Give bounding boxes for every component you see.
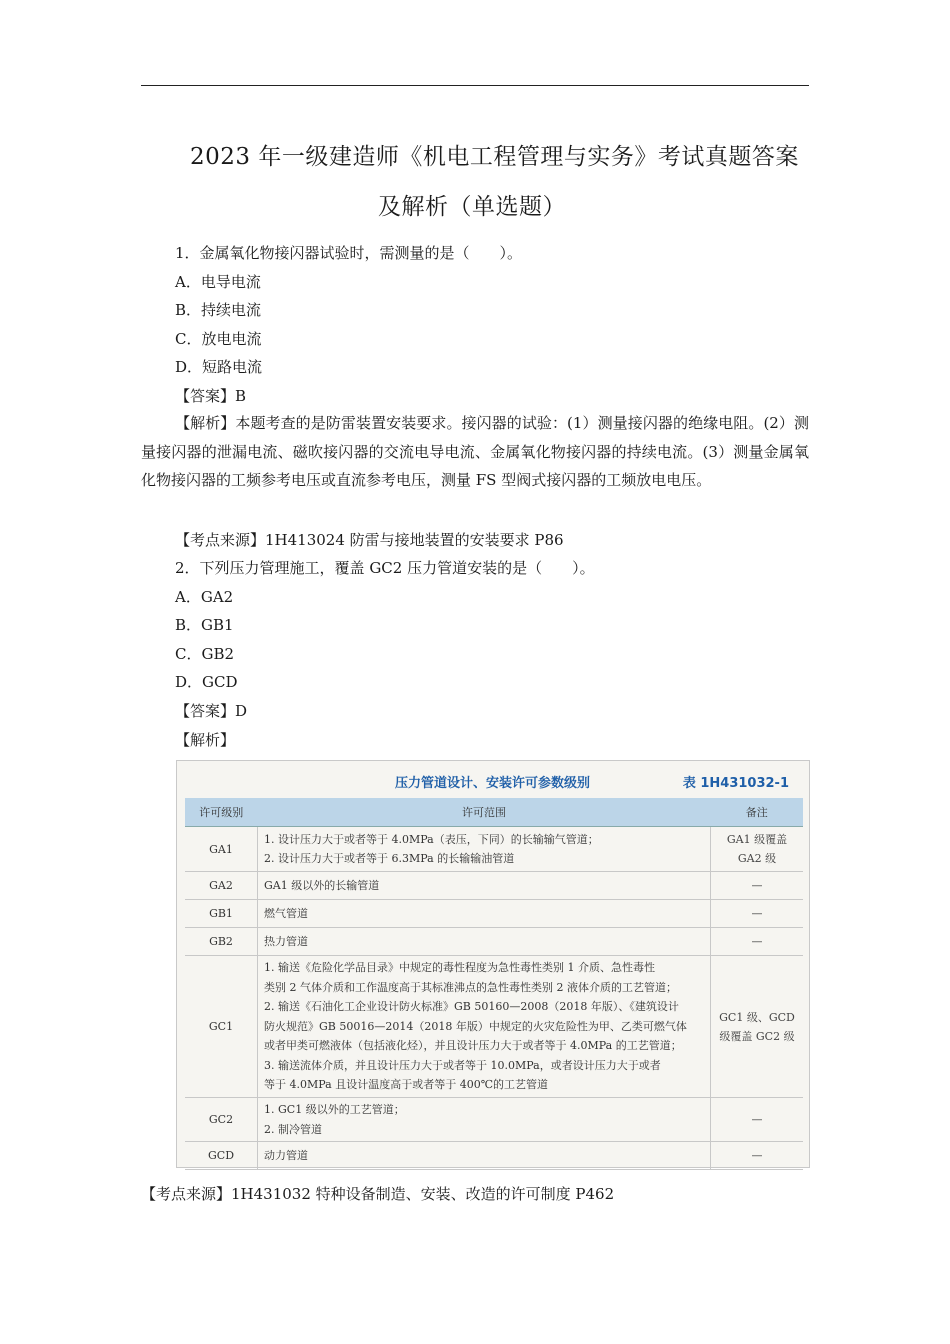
- note-line: —: [751, 1113, 763, 1126]
- q2-option-c: C．GB2: [175, 645, 235, 663]
- table-row: [185, 1098, 803, 1142]
- row-level: GC1: [185, 956, 258, 1098]
- table-row: [185, 1142, 803, 1170]
- scope-line: 类别 2 气体介质和工作温度高于其标准沸点的急性毒性类别 2 液体介质的工艺管道；: [264, 980, 677, 994]
- row-scope: [258, 827, 711, 872]
- note-line: —: [751, 935, 763, 948]
- row-note: [711, 900, 804, 928]
- figure-table-id: 表 1H431032-1: [682, 776, 789, 791]
- row-level: GC2: [185, 1098, 258, 1142]
- q2-analysis-label: 【解析】: [175, 731, 236, 749]
- row-level: GCD: [185, 1142, 258, 1170]
- row-level: GB1: [185, 900, 258, 928]
- q2-option-d: D．GCD: [175, 673, 238, 691]
- q1-option-b: B．持续电流: [175, 301, 262, 319]
- table-row: [185, 928, 803, 956]
- note-line: 级覆盖 GC2 级: [719, 1029, 795, 1043]
- note-line: —: [751, 907, 763, 920]
- note-line: GA2 级: [737, 852, 777, 865]
- q1-option-d: D．短路电流: [175, 358, 263, 376]
- q1-option-a: A．电导电流: [175, 273, 261, 291]
- page-title-line1: 2023 年一级建造师《机电工程管理与实务》考试真题答案: [190, 144, 799, 170]
- header-note: 备注: [711, 798, 804, 827]
- scope-line: 或者甲类可燃液体（包括液化烃），并且设计压力大于或者等于 4.0MPa 的工艺管道；: [264, 1039, 682, 1053]
- header-scope: 许可范围: [258, 798, 711, 827]
- row-level: GA1: [185, 827, 258, 872]
- q1-answer: 【答案】B: [175, 387, 247, 405]
- scope-line: 2. 制冷管道: [264, 1122, 322, 1136]
- scope-line: 3. 输送流体介质，并且设计压力大于或者等于 10.0MPa，或者设计压力大于或者: [264, 1058, 661, 1072]
- row-note: [711, 956, 804, 1098]
- table-header-row: [185, 798, 803, 827]
- scope-line: 防火规范》GB 50016—2014（2018 年版）中规定的火灾危险性为甲、乙类可燃气体: [264, 1019, 687, 1033]
- page-title-line2: 及解析（单选题）: [378, 194, 566, 220]
- scope-line: 2. 设计压力大于或者等于 6.3MPa 的长输输油管道: [264, 852, 515, 865]
- q1-option-c: C．放电电流: [175, 330, 262, 348]
- q2-question: 2．下列压力管理施工，覆盖 GC2 压力管道安装的是（ ）。: [175, 559, 595, 577]
- table-row: [185, 872, 803, 900]
- scope-line: 1. GC1 级以外的工艺管道；: [264, 1103, 405, 1116]
- figure-title: 压力管道设计、安装许可参数级别: [395, 776, 591, 791]
- note-line: GC1 级、GCD: [719, 1010, 795, 1024]
- row-scope: [258, 872, 711, 900]
- table-row: [185, 900, 803, 928]
- scope-line: 等于 4.0MPa 且设计温度高于或者等于 400℃的工艺管道: [264, 1078, 549, 1092]
- row-note: [711, 872, 804, 900]
- row-note: [711, 1142, 804, 1170]
- row-note: [711, 1098, 804, 1142]
- scope-line: 燃气管道: [264, 906, 308, 920]
- q1-source: 【考点来源】1H413024 防雷与接地装置的安装要求 P86: [175, 531, 564, 549]
- header-level: 许可级别: [185, 798, 258, 827]
- q1-analysis: [141, 409, 809, 495]
- q1-question: 1．金属氧化物接闪器试验时，需测量的是（ ）。: [175, 244, 523, 262]
- row-scope: [258, 928, 711, 956]
- scope-line: 1. 输送《危险化学品目录》中规定的毒性程度为急性毒性类别 1 介质、急性毒性: [264, 961, 655, 975]
- table-row: [185, 827, 803, 872]
- scope-line: 2. 输送《石油化工企业设计防火标准》GB 50160—2008（2018 年版）、《建筑设计: [264, 1000, 679, 1014]
- row-note: [711, 928, 804, 956]
- scope-line: 动力管道: [264, 1148, 308, 1162]
- header-rule: [141, 85, 809, 86]
- row-scope: [258, 900, 711, 928]
- q2-answer: 【答案】D: [175, 702, 248, 720]
- q2-source: 【考点来源】1H431032 特种设备制造、安装、改造的许可制度 P462: [141, 1185, 615, 1203]
- table-row: [185, 956, 803, 1098]
- note-line: —: [751, 1149, 763, 1162]
- q2-option-b: B．GB1: [175, 616, 234, 634]
- row-scope: [258, 1098, 711, 1142]
- row-level: GA2: [185, 872, 258, 900]
- row-scope: [258, 956, 711, 1098]
- scope-line: 1. 设计压力大于或者等于 4.0MPa（表压，下同）的长输输气管道；: [264, 832, 599, 846]
- q2-option-a: A．GA2: [175, 588, 234, 606]
- row-scope: [258, 1142, 711, 1170]
- note-line: —: [751, 879, 763, 892]
- note-line: GA1 级覆盖: [726, 833, 788, 846]
- figure-header: [177, 761, 809, 799]
- row-note: [711, 827, 804, 872]
- permit-level-table-figure: [176, 760, 810, 1168]
- scope-line: GA1 级以外的长输管道: [264, 878, 380, 892]
- q1-analysis-text: 【解析】本题考查的是防雷装置安装要求。接闪器的试验：(1）测量接闪器的绝缘电阻。(2）测量接闪器的泄漏电流、磁吹接闪器的交流电导电流、金属氧化物接闪器的持续电流。(3）测量金属氧化物接闪器的工频参考电压或直流参考电压，测量 FS 型阀式接闪器的工频放电电压。: [141, 414, 809, 489]
- permit-level-table: [185, 798, 803, 1170]
- row-level: GB2: [185, 928, 258, 956]
- scope-line: 热力管道: [264, 934, 308, 948]
